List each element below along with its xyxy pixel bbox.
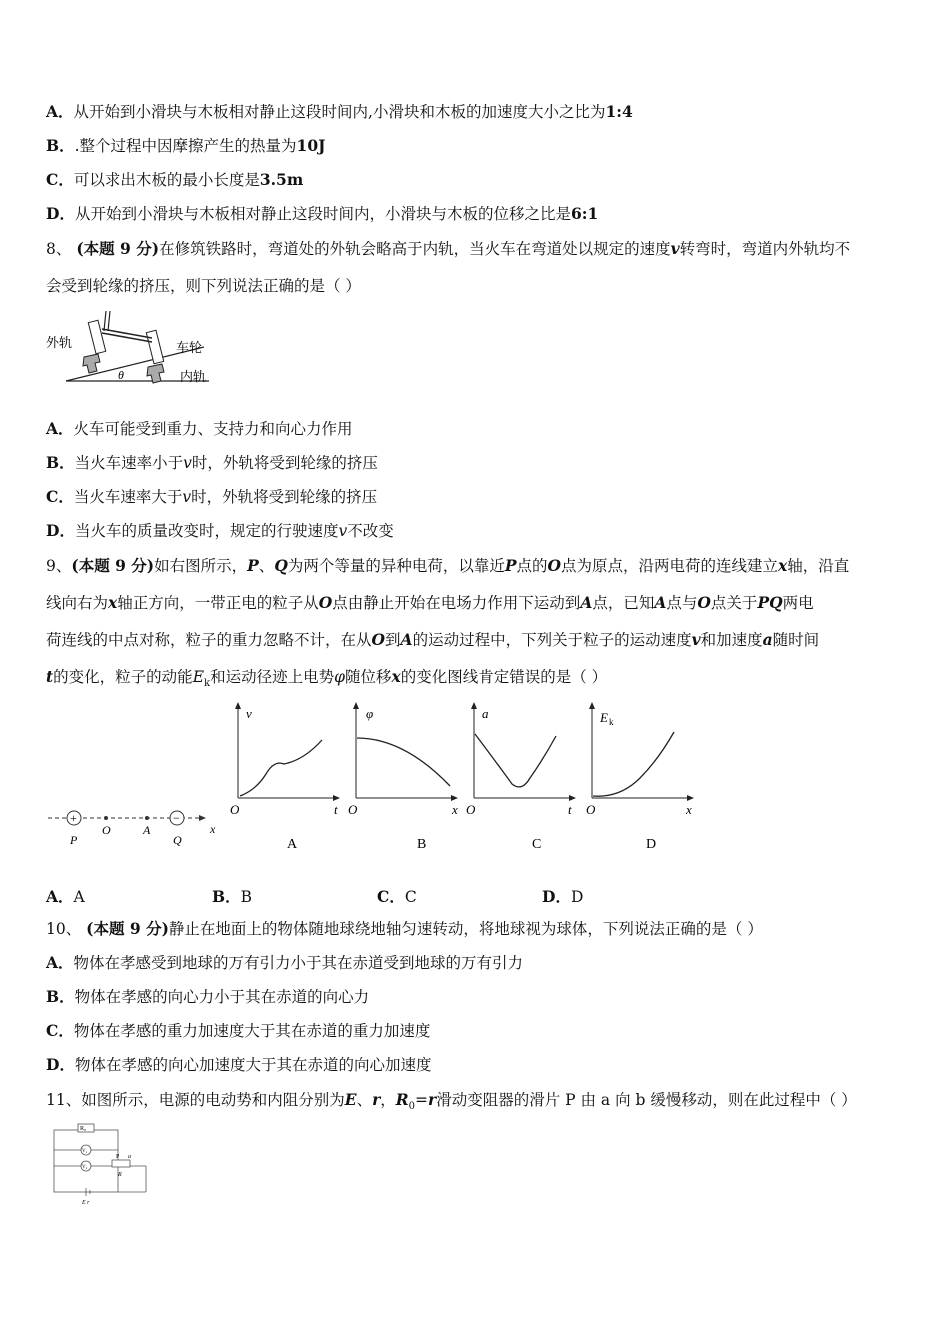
option-key: B． — [46, 453, 75, 472]
charge-axis — [48, 811, 216, 847]
graph-d — [586, 702, 694, 852]
stem-text: 滑动变阻器的滑片 P 由 a 向 b 缓慢移动，则在此过程中（ ） — [436, 1091, 857, 1109]
stem-text: 在修筑铁路时，弯道处的外轨会略高于内轨，当火车在弯道处以规定的速度 — [159, 240, 671, 258]
xlabel: x — [686, 802, 692, 817]
stem-text: 如图所示，电源的电动势和内阻分别为 — [81, 1091, 345, 1109]
stem-text: 的变化，粒子的动能 — [53, 668, 193, 686]
curve-c — [475, 734, 556, 787]
option-text: 不改变 — [347, 522, 394, 540]
xlabel: t — [334, 802, 338, 817]
stem-text: 会受到轮缘的挤压，则下列说法正确的是（ ） — [46, 277, 361, 295]
var: Q — [274, 556, 288, 575]
label-P: P — [116, 1154, 120, 1160]
var: x — [391, 667, 401, 686]
curve-d — [593, 732, 674, 796]
subscript: 0 — [408, 1101, 416, 1113]
q10-option-a — [46, 953, 523, 973]
label-x: x — [210, 822, 216, 836]
var: O — [697, 593, 711, 612]
ylabel-sub: k — [609, 717, 614, 727]
option-key: B． — [46, 136, 75, 155]
option-text: 当火车速率大于 — [73, 488, 183, 506]
option-value: 10J — [296, 136, 326, 155]
question-tag: (本题 9 分) — [76, 239, 160, 258]
var-v: v — [183, 454, 192, 472]
option-text: D — [570, 888, 584, 906]
stem-text: 点与 — [666, 594, 698, 612]
stem-text: 点由静止开始在电场力作用下运动到 — [332, 594, 581, 612]
stem-text: ， — [380, 1091, 396, 1109]
option-text: .整个过程中因摩擦产生的热量为 — [74, 137, 297, 155]
q9-stem-line3 — [46, 630, 819, 650]
q10-option-b — [46, 987, 369, 1007]
var: A — [400, 630, 413, 649]
option-key: C． — [46, 1021, 74, 1040]
option-value: 6:1 — [570, 204, 599, 223]
option-key: C． — [377, 887, 405, 906]
var: R — [395, 1090, 409, 1109]
var: A — [580, 593, 593, 612]
xlabel: t — [568, 802, 572, 817]
label-R0: R₀ — [80, 1126, 87, 1132]
stem-text: 两电 — [782, 594, 814, 612]
option-key: B． — [46, 987, 75, 1006]
q9-choice-a — [46, 885, 85, 907]
var: x — [778, 556, 788, 575]
var-v: v — [182, 488, 192, 506]
stem-text: 的运动过程中，下列关于粒子的运动速度 — [412, 631, 692, 649]
option-key: D． — [542, 887, 571, 906]
stem-text: 如右图所示， — [154, 557, 248, 575]
option-key: D． — [46, 521, 75, 540]
caption: B — [417, 837, 427, 852]
option-key: B． — [212, 887, 241, 906]
origin: O — [348, 802, 358, 817]
ylabel: a — [482, 706, 489, 721]
question-number: 9、 — [46, 557, 72, 575]
option-value: 3.5m — [259, 170, 304, 189]
stem-text: 和加速度 — [700, 631, 763, 649]
stem-text: 转弯时，弯道内外轨均不 — [679, 240, 851, 258]
stem-text: 和运动径迹上电势 — [210, 668, 335, 686]
var: a — [762, 630, 773, 649]
var: O — [371, 630, 386, 649]
option-value: 1:4 — [605, 102, 633, 121]
origin: O — [586, 802, 596, 817]
stem-text: 轴正方向，一带正电的粒子从 — [117, 594, 319, 612]
question-number: 8、 — [46, 240, 72, 258]
stem-text: 随时间 — [772, 631, 820, 649]
q10-stem — [46, 919, 763, 939]
option-text: 火车可能受到重力、支持力和向心力作用 — [73, 420, 353, 438]
option-key: D． — [46, 1055, 75, 1074]
q8-option-c — [46, 487, 377, 507]
option-text: 可以求出木板的最小长度是 — [73, 171, 260, 189]
label-P: P — [70, 833, 78, 847]
curve-b — [357, 738, 450, 786]
graph-b — [348, 702, 458, 852]
q11-circuit-figure — [50, 1120, 150, 1210]
xlabel: x — [452, 802, 458, 817]
var: O — [318, 593, 333, 612]
q9-stem-line1 — [46, 556, 849, 576]
graph-a — [230, 702, 340, 852]
option-key: A． — [46, 102, 74, 121]
minus-sign: − — [173, 811, 180, 825]
label-theta: θ — [118, 368, 124, 382]
q9-choice-b — [212, 885, 252, 907]
var: φ — [334, 668, 345, 686]
option-key: A． — [46, 953, 74, 972]
option-text: 物体在孝感的向心力小于其在赤道的向心力 — [74, 988, 370, 1006]
stem-text: 点，已知 — [592, 594, 655, 612]
option-key: C． — [46, 487, 74, 506]
label-a: a — [128, 1154, 131, 1160]
var: PQ — [757, 593, 783, 612]
label-wheel: 车轮 — [176, 340, 203, 355]
option-text: 时，外轨将受到轮缘的挤压 — [191, 454, 378, 472]
caption: A — [287, 837, 298, 852]
var: v — [691, 630, 701, 649]
q8-stem-line2 — [46, 276, 361, 296]
q8-stem-line1 — [46, 239, 850, 259]
q7-option-b — [46, 136, 325, 156]
label-V1: V₁ — [82, 1149, 88, 1154]
var: r — [372, 1090, 381, 1109]
var-v: v — [670, 239, 680, 258]
q8-railway-figure — [44, 305, 224, 391]
var: P — [504, 556, 517, 575]
stem-text: 到 — [385, 631, 401, 649]
stem-text: 线向右为 — [46, 594, 109, 612]
q9-stem-line2 — [46, 593, 814, 613]
var: x — [108, 593, 118, 612]
label-A: A — [143, 823, 151, 837]
option-text: 物体在孝感受到地球的万有引力小于其在赤道受到地球的万有引力 — [73, 954, 524, 972]
option-text: 物体在孝感的向心加速度大于其在赤道的向心加速度 — [74, 1056, 432, 1074]
origin: O — [230, 802, 240, 817]
stem-text: 、 — [356, 1091, 373, 1109]
option-text: 当火车速率小于 — [74, 454, 184, 472]
question-number: 11、 — [46, 1091, 82, 1109]
q9-stem-line4 — [46, 667, 607, 694]
var: P — [247, 556, 259, 575]
option-text: 从开始到小滑块与木板相对静止这段时间内，小滑块与木板的位移之比是 — [74, 205, 571, 223]
stem-text: 轴，沿直 — [787, 557, 850, 575]
option-key: A． — [46, 419, 74, 438]
option-text: 时，外轨将受到轮缘的挤压 — [191, 488, 378, 506]
option-text: 物体在孝感的重力加速度大于其在赤道的重力加速度 — [73, 1022, 431, 1040]
origin: O — [466, 802, 476, 817]
var: E — [344, 1090, 357, 1109]
label-V2: V₂ — [82, 1165, 88, 1170]
q9-figure — [44, 700, 704, 860]
graph-c — [466, 702, 576, 852]
stem-text: 、 — [258, 557, 275, 575]
stem-text: 随位移 — [344, 668, 392, 686]
q10-option-c — [46, 1021, 430, 1041]
option-key: A． — [46, 887, 74, 906]
option-key: C． — [46, 170, 74, 189]
ylabel: E — [600, 710, 608, 725]
stem-text: 静止在地面上的物体随地球绕地轴匀速转动，将地球视为球体，下列说法正确的是（ ） — [168, 920, 763, 938]
var: O — [547, 556, 562, 575]
question-tag: (本题 9 分) — [86, 919, 169, 938]
var: r — [428, 1090, 437, 1109]
subscript: k — [204, 678, 211, 690]
var: E — [192, 668, 205, 686]
q9-choice-d — [542, 885, 583, 907]
label-inner-rail: 内轨 — [180, 369, 207, 384]
caption: C — [532, 837, 542, 852]
q7-option-a — [46, 102, 633, 122]
plus-sign: + — [70, 811, 77, 825]
stem-text: 的变化图线肯定错误的是（ ） — [400, 668, 608, 686]
stem-text: 荷连线的中点对称，粒子的重力忽略不计，在从 — [46, 631, 372, 649]
option-key: D． — [46, 204, 75, 223]
label-outer-rail: 外轨 — [46, 335, 73, 350]
caption: D — [646, 837, 657, 852]
label-E-r: E r — [82, 1200, 90, 1206]
q10-option-d — [46, 1055, 431, 1075]
label-R: R — [118, 1172, 122, 1178]
q11-stem — [46, 1090, 857, 1117]
curve-a — [240, 740, 322, 796]
stem-text: 点关于 — [710, 594, 758, 612]
stem-text: = — [415, 1091, 429, 1109]
label-Q: Q — [173, 833, 182, 847]
ylabel: v — [246, 706, 252, 721]
stem-text: 点的 — [516, 557, 548, 575]
option-text: 从开始到小滑块与木板相对静止这段时间内,小滑块和木板的加速度大小之比为 — [73, 103, 606, 121]
option-text: B — [240, 888, 252, 906]
q7-option-c — [46, 170, 303, 190]
q8-option-b — [46, 453, 378, 473]
question-tag: (本题 9 分) — [71, 556, 155, 575]
q8-option-d — [46, 521, 394, 541]
question-number: 10、 — [46, 920, 82, 938]
stem-text: 为两个等量的异种电荷，以靠近 — [287, 557, 505, 575]
option-text: A — [73, 888, 85, 906]
var: t — [46, 667, 54, 686]
option-text: 当火车的质量改变时，规定的行驶速度 — [74, 522, 339, 540]
label-O: O — [102, 823, 111, 837]
stem-text: 点为原点，沿两电荷的连线建立 — [561, 557, 779, 575]
ylabel: φ — [366, 706, 374, 721]
q9-choice-c — [377, 885, 417, 907]
var-v: v — [338, 522, 348, 540]
q7-option-d — [46, 204, 598, 224]
var: A — [654, 593, 667, 612]
q8-option-a — [46, 419, 353, 439]
option-text: C — [404, 888, 417, 906]
